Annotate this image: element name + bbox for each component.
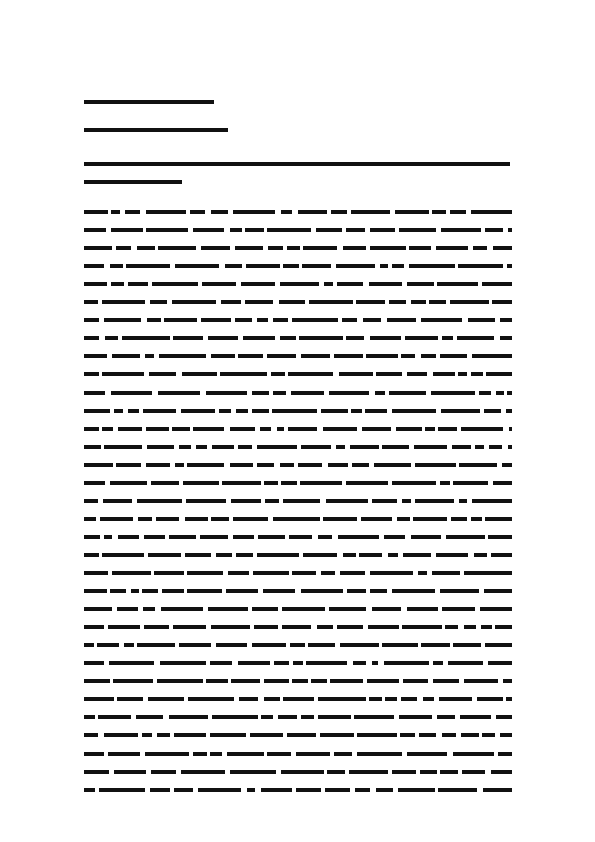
body-line [84,643,512,649]
body-line [84,463,512,469]
body-line [84,300,512,306]
subtitle-line [84,128,512,134]
body-line [84,679,512,685]
body-line [84,788,512,794]
body-line [84,318,512,324]
body-line [84,607,512,613]
body-line [84,661,512,667]
body-line [84,770,512,776]
body-line [84,372,512,378]
body-line [84,354,512,360]
body-line [84,445,512,451]
body-line [84,517,512,523]
body-line [84,715,512,721]
title-line [84,100,512,106]
body-line [84,246,512,252]
body-line [84,481,512,487]
body-line [84,625,512,631]
body-line [84,733,512,739]
body-line [84,499,512,505]
heading [84,162,512,186]
body-line [84,535,512,541]
body-line [84,336,512,342]
body-line [84,427,512,433]
body-line [84,571,512,577]
body-line [84,210,512,216]
body-line [84,391,512,397]
body-line [84,752,512,758]
body-line [84,228,512,234]
body-line [84,589,512,595]
body-line [84,553,512,559]
body-line [84,282,512,288]
body-line [84,409,512,415]
body-line [84,264,512,270]
body-line [84,697,512,703]
